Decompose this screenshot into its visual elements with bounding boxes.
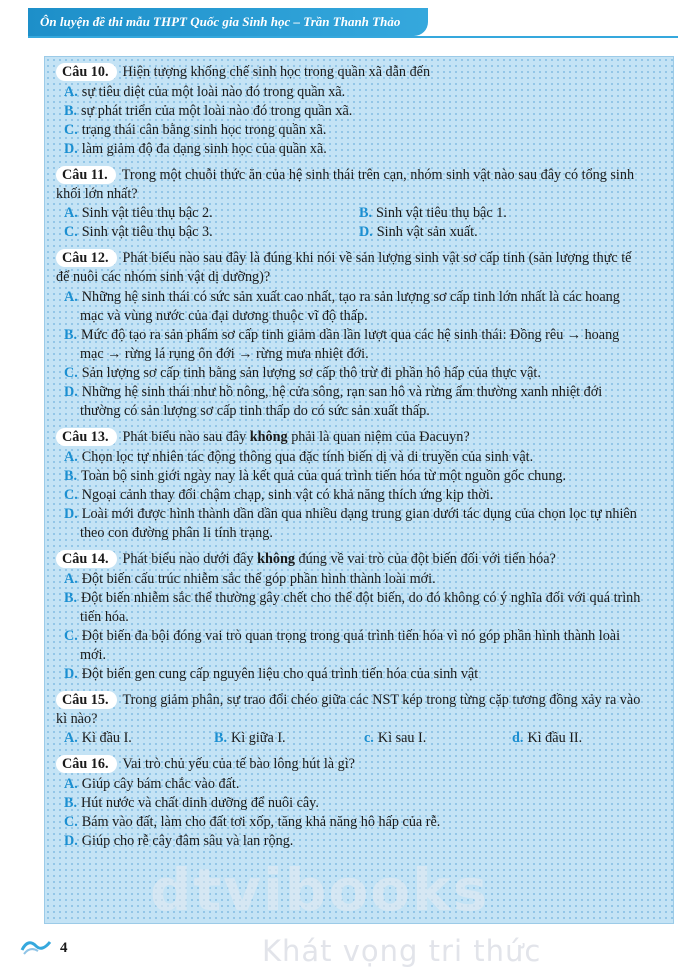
option-a: A. sự tiêu diệt của một loài nào đó trong quần xã. — [64, 84, 346, 100]
option-c: C. Bám vào đất, làm cho đất tơi xốp, tăng khả năng hô hấp của rễ. — [64, 814, 441, 830]
question-text: Vai trò chủ yếu của tế bào lông hút là gì? — [122, 756, 355, 772]
option-b: B. Kì giữa I. — [214, 730, 286, 746]
question-text: Trong giảm phân, sự trao đổi chéo giữa các NST kép trong từng cặp tương đồng xảy ra vào kì nào? — [56, 692, 641, 727]
page-footer — [0, 926, 700, 974]
wave-icon — [20, 934, 54, 956]
question-stem — [56, 63, 646, 82]
option-a: A. Kì đầu I. — [64, 730, 132, 746]
question-10 — [56, 63, 646, 159]
option-c: C. Sinh vật tiêu thụ bậc 3. — [64, 224, 213, 240]
question-12 — [56, 249, 646, 421]
question-label: Câu 13. — [56, 428, 117, 446]
question-text: Trong một chuỗi thức ăn của hệ sinh thái trên cạn, nhóm sinh vật nào sau đây có tổng sinh khối lớn nhất? — [56, 167, 635, 202]
question-stem — [56, 691, 646, 729]
header-title: Ôn luyện đề thi mẫu THPT Quốc gia Sinh học – Trần Thanh Thảo — [28, 8, 428, 36]
option-a: A. Giúp cây bám chắc vào đất. — [64, 776, 240, 792]
option-a: A. Những hệ sinh thái có sức sản xuất cao nhất, tạo ra sản lượng sơ cấp tinh lớn nhất là các hoang mạc và vùng nước của đại dương thuộc vĩ độ thấp. — [64, 289, 620, 324]
option-b: B. Mức độ tạo ra sản phẩm sơ cấp tinh giảm dần lần lượt qua các hệ sinh thái: Đồng rêu → hoang mạc → rừng lá rụng ôn đới → rừng mưa nhiệt đới. — [64, 327, 620, 362]
header-divider — [28, 36, 678, 38]
option-d: D. làm giảm độ đa dạng sinh học của quần xã. — [64, 141, 327, 157]
footer-slogan: Khát vọng tri thức — [262, 934, 542, 968]
watermark-logo: dtvibooks — [150, 856, 490, 924]
question-14 — [56, 550, 646, 684]
question-label: Câu 16. — [56, 755, 117, 773]
question-stem: Câu 13. Phát biểu nào sau đây không phải là quan niệm của Đacuyn? — [56, 428, 646, 447]
question-label: Câu 14. — [56, 550, 117, 568]
question-text: Phát biểu nào sau đây là đúng khi nói về sản lượng sinh vật sơ cấp tinh (sản lượng thực tế để nuôi các nhóm sinh vật dị dưỡng)? — [56, 250, 632, 285]
option-b: B. Toàn bộ sinh giới ngày nay là kết quả của quá trình tiến hóa từ một nguồn gốc chung. — [64, 468, 567, 484]
option-d: D. Những hệ sinh thái như hồ nông, hệ cửa sông, rạn san hô và rừng ẩm thường xanh nhiệt đới thường có sản lượng sơ cấp tinh thấp do có sức sản xuất thấp. — [64, 384, 603, 419]
option-d: D. Đột biến gen cung cấp nguyên liệu cho quá trình tiến hóa của sinh vật — [64, 666, 479, 682]
question-label: Câu 10. — [56, 63, 117, 81]
emphasis-text: không — [249, 429, 288, 445]
option-c: C. Đột biến đa bội đóng vai trò quan trọng trong quá trình tiến hóa vì nó góp phần hình thành loài mới. — [64, 628, 621, 663]
option-b: B. Đột biến nhiễm sắc thể thường gây chết cho thể đột biến, do đó không có ý nghĩa đối với quá trình tiến hóa. — [64, 590, 641, 625]
question-label: Câu 15. — [56, 691, 117, 709]
option-b: B. Sinh vật tiêu thụ bậc 1. — [359, 205, 507, 221]
page-number: 4 — [60, 940, 68, 956]
option-c: c. Kì sau I. — [364, 730, 427, 746]
question-16 — [56, 755, 646, 851]
question-11 — [56, 166, 646, 242]
option-d: d. Kì đầu II. — [512, 730, 583, 746]
emphasis-text: không — [257, 551, 295, 567]
option-a: A. Đột biến cấu trúc nhiễm sắc thể góp phần hình thành loài mới. — [64, 571, 436, 587]
question-list — [56, 63, 646, 858]
option-a: A. Chọn lọc tự nhiên tác động thông qua đặc tính biến dị và di truyền của sinh vật. — [64, 449, 534, 465]
question-label: Câu 11. — [56, 166, 116, 184]
question-text: Hiện tượng khống chế sinh học trong quần xã dẫn đến — [122, 64, 431, 80]
question-stem: Câu 14. Phát biểu nào dưới đây không đúng về vai trò của đột biến đối với tiến hóa? — [56, 550, 646, 569]
question-13 — [56, 428, 646, 543]
question-stem — [56, 755, 646, 774]
option-a: A. Sinh vật tiêu thụ bậc 2. — [64, 205, 213, 221]
option-c: C. Ngoại cảnh thay đổi chậm chạp, sinh vật có khả năng thích ứng kịp thời. — [64, 487, 494, 503]
option-c: C. trạng thái cân bằng sinh học trong quần xã. — [64, 122, 327, 138]
question-label: Câu 12. — [56, 249, 117, 267]
question-stem — [56, 166, 646, 204]
question-15 — [56, 691, 646, 748]
option-b: B. sự phát triển của một loài nào đó trong quần xã. — [64, 103, 353, 119]
option-d: D. Loài mới được hình thành dần dần qua nhiều dạng trung gian dưới tác dụng của chọn lọc tự nhiên theo con đường phân li tính trạng. — [64, 506, 637, 541]
option-c: C. Sản lượng sơ cấp tinh bằng sản lượng sơ cấp thô trừ đi phần hô hấp của thực vật. — [64, 365, 541, 381]
question-stem — [56, 249, 646, 287]
option-d: D. Giúp cho rễ cây đâm sâu và lan rộng. — [64, 833, 294, 849]
option-b: B. Hút nước và chất dinh dưỡng để nuôi cây. — [64, 795, 319, 811]
option-d: D. Sinh vật sản xuất. — [359, 224, 478, 240]
